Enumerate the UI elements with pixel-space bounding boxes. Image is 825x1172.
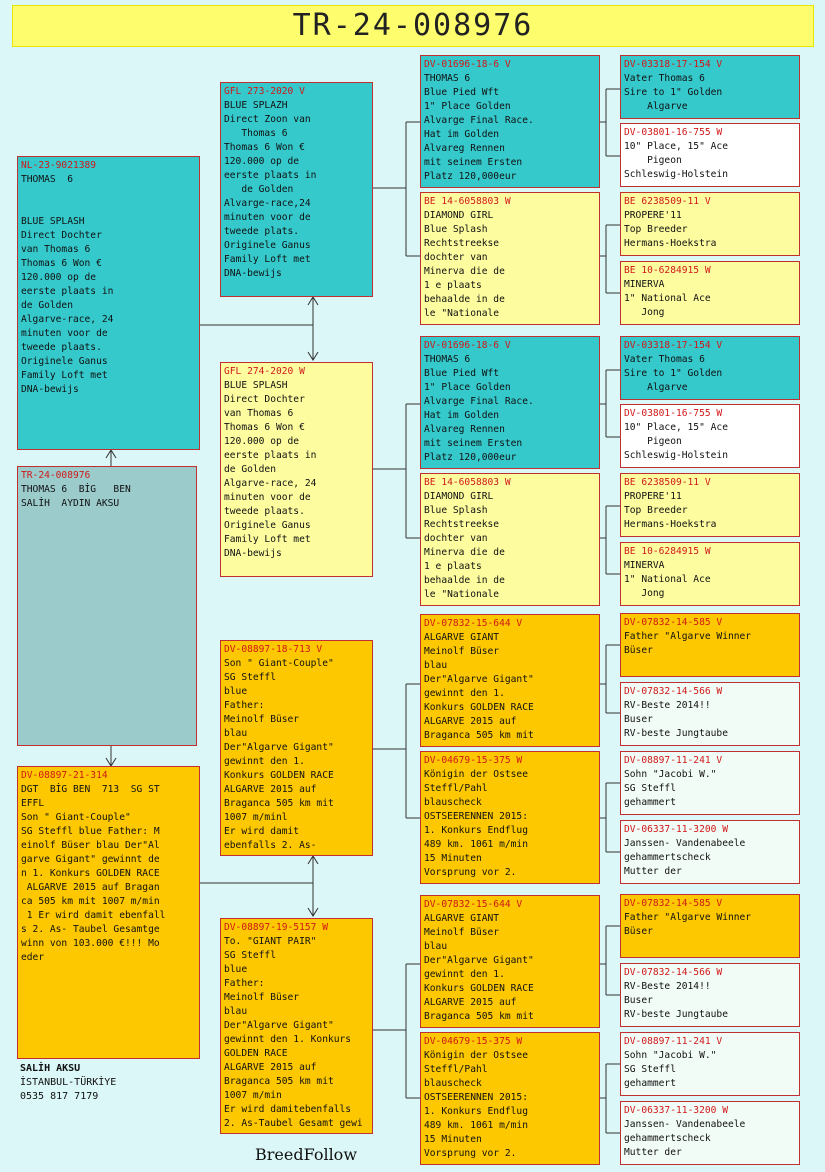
pedigree-line: Mutter der bbox=[624, 1147, 682, 1158]
pedigree-line: DNA-bewijs bbox=[224, 268, 282, 279]
pedigree-line: ALGARVE GIANT bbox=[424, 632, 500, 643]
pedigree-line: 1. Konkurs Endflug bbox=[424, 1106, 528, 1117]
dam-card[interactable] bbox=[17, 766, 200, 1059]
pedigree-line: Braganca 505 km mit bbox=[224, 798, 334, 809]
pedigree-line: PROPERE'11 bbox=[624, 210, 682, 221]
pedigree-line: Der"Algarve Gigant" bbox=[224, 742, 334, 753]
ring-number: DV-03318-17-154 V bbox=[624, 340, 723, 351]
pedigree-line: gewinnt den 1. bbox=[424, 969, 505, 980]
pedigree-line: THOMAS 6 bbox=[424, 354, 471, 365]
pedigree-line: Braganca 505 km mit bbox=[424, 730, 534, 741]
owner-location: İSTANBUL-TÜRKİYE bbox=[20, 1077, 117, 1088]
pedigree-line: ALGARVE 2015 auf bbox=[224, 784, 317, 795]
pedigree-line: 1007 m/minl bbox=[224, 812, 288, 823]
ring-number: GFL 274-2020 W bbox=[224, 366, 305, 377]
pedigree-line: Königin der Ostsee bbox=[424, 1050, 528, 1061]
gen4-card[interactable] bbox=[620, 336, 800, 400]
gen4-card[interactable] bbox=[620, 404, 800, 468]
pedigree-line: DIAMOND GIRL bbox=[424, 491, 494, 502]
pedigree-line: blau bbox=[224, 728, 248, 739]
pedigree-line: blau bbox=[424, 941, 448, 952]
pedigree-line: minuten voor de bbox=[21, 328, 108, 339]
owner-phone: 0535 817 7179 bbox=[20, 1091, 99, 1102]
pedigree-line: Family Loft met bbox=[224, 254, 311, 265]
pedigree-line: 15 Minuten bbox=[424, 1134, 482, 1145]
gen3-card[interactable] bbox=[420, 751, 600, 884]
pedigree-line: 1007 m/min bbox=[224, 1090, 282, 1101]
pedigree-line: blau bbox=[424, 660, 448, 671]
pedigree-line: Konkurs GOLDEN RACE bbox=[424, 983, 534, 994]
pedigree-line: de Golden bbox=[21, 300, 73, 311]
pedigree-line: blauscheck bbox=[424, 1078, 482, 1089]
pedigree-line: Konkurs GOLDEN RACE bbox=[224, 770, 334, 781]
pedigree-line: Königin der Ostsee bbox=[424, 769, 528, 780]
pedigree-line: Büser bbox=[624, 645, 653, 656]
pedigree-line: 1. Konkurs Endflug bbox=[424, 825, 528, 836]
pedigree-line: Direct Zoon van bbox=[224, 114, 311, 125]
pedigree-line: 1" National Ace bbox=[624, 293, 711, 304]
ring-number: DV-08897-11-241 V bbox=[624, 1036, 723, 1047]
gen4-card[interactable] bbox=[620, 1032, 800, 1096]
ring-number: BE 6238509-11 V bbox=[624, 196, 711, 207]
pedigree-line: Originele Ganus bbox=[21, 356, 108, 367]
pedigree-line: Sire to 1" Golden bbox=[624, 368, 723, 379]
pedigree-line: Buser bbox=[624, 714, 653, 725]
pedigree-line: Alvarge-race,24 bbox=[224, 198, 311, 209]
pedigree-line: Buser bbox=[624, 995, 653, 1006]
pedigree-line: Algarve bbox=[624, 101, 688, 112]
pedigree-line: MINERVA bbox=[624, 560, 665, 571]
pedigree-line: 10" Place, 15" Ace bbox=[624, 422, 728, 433]
ring-number: BE 10-6284915 W bbox=[624, 265, 711, 276]
pedigree-line: gehammert bbox=[624, 797, 676, 808]
ring-number: DV-03801-16-755 W bbox=[624, 408, 723, 419]
pedigree-line: DNA-bewijs bbox=[21, 384, 79, 395]
pedigree-line: Alvareg Rennen bbox=[424, 143, 505, 154]
pedigree-line: Braganca 505 km mit bbox=[424, 1011, 534, 1022]
pedigree-line: Hermans-Hoekstra bbox=[624, 238, 717, 249]
pedigree-line: 120.000 op de bbox=[21, 272, 97, 283]
pedigree-line: eder bbox=[21, 952, 45, 963]
gen3-card[interactable] bbox=[420, 336, 600, 469]
footer-brand: BreedFollow bbox=[255, 1145, 358, 1164]
pedigree-line: Son " Giant-Couple" bbox=[224, 658, 334, 669]
pedigree-line: eerste plaats in bbox=[21, 286, 114, 297]
pedigree-line: RV-beste Jungtaube bbox=[624, 728, 728, 739]
pedigree-line: n 1. Konkurs GOLDEN RACE bbox=[21, 868, 160, 879]
pedigree-line: Steffl/Pahl bbox=[424, 1064, 488, 1075]
ring-number: NL-23-9021389 bbox=[21, 160, 97, 171]
pedigree-line: Vater Thomas 6 bbox=[624, 354, 705, 365]
pedigree-line: Alvareg Rennen bbox=[424, 424, 505, 435]
dam-of-dam-card[interactable] bbox=[220, 918, 373, 1134]
pedigree-line: Blue Splash bbox=[424, 224, 488, 235]
pedigree-line: Er wird damitebenfalls bbox=[224, 1104, 352, 1115]
pedigree-line: eerste plaats in bbox=[224, 170, 317, 181]
pedigree-line: tweede plaats. bbox=[21, 342, 102, 353]
pedigree-line: 489 km. 1061 m/min bbox=[424, 1120, 528, 1131]
ring-number: GFL 273-2020 V bbox=[224, 86, 305, 97]
pedigree-line: RV-Beste 2014!! bbox=[624, 981, 711, 992]
gen3-card[interactable] bbox=[420, 1032, 600, 1165]
owner-name: SALİH AKSU bbox=[20, 1063, 81, 1074]
pedigree-line: Thomas 6 Won € bbox=[21, 258, 102, 269]
ring-number: DV-06337-11-3200 W bbox=[624, 1105, 728, 1116]
pedigree-line: 2. As-Taubel Gesamt gewi bbox=[224, 1118, 363, 1129]
pedigree-line: mit seinem Ersten bbox=[424, 157, 523, 168]
gen4-card[interactable] bbox=[620, 894, 800, 958]
pedigree-line: blauscheck bbox=[424, 797, 482, 808]
pedigree-line: 10" Place, 15" Ace bbox=[624, 141, 728, 152]
pedigree-line: ALGARVE 2015 auf Bragan bbox=[21, 882, 160, 893]
pedigree-line bbox=[21, 187, 196, 201]
pedigree-line: blau bbox=[224, 1006, 248, 1017]
pedigree-line: BLUE SPLASH bbox=[21, 216, 85, 227]
pedigree-line: mit seinem Ersten bbox=[424, 438, 523, 449]
pedigree-line: Alvarge Final Race. bbox=[424, 115, 534, 126]
pedigree-line: Sohn "Jacobi W." bbox=[624, 1050, 717, 1061]
pedigree-line: minuten voor de bbox=[224, 492, 311, 503]
pedigree-line: le "Nationale bbox=[424, 589, 500, 600]
pedigree-line: Top Breeder bbox=[624, 224, 688, 235]
pedigree-line: de Golden bbox=[224, 184, 294, 195]
ring-number: DV-01696-18-6 V bbox=[424, 340, 511, 351]
pedigree-line: gewinnt den 1. bbox=[224, 756, 305, 767]
pedigree-line: Father "Algarve Winner bbox=[624, 912, 752, 923]
pedigree-line: Algarve-race, 24 bbox=[21, 314, 114, 325]
gen4-card[interactable] bbox=[620, 820, 800, 884]
pedigree-line: THOMAS 6 bbox=[424, 73, 471, 84]
pedigree-line: Top Breeder bbox=[624, 505, 688, 516]
subject-pigeon-card[interactable] bbox=[17, 466, 197, 746]
pedigree-line: DIAMOND GIRL bbox=[424, 210, 494, 221]
pedigree-line: ca 505 km mit 1007 m/min bbox=[21, 896, 160, 907]
sire-card[interactable] bbox=[17, 156, 200, 450]
pedigree-line: einolf Büser blau Der"Al bbox=[21, 840, 160, 851]
pedigree-line: Braganca 505 km mit bbox=[224, 1076, 334, 1087]
gen3-card[interactable] bbox=[420, 895, 600, 1028]
ring-number: DV-07832-14-566 W bbox=[624, 967, 723, 978]
ring-number: DV-01696-18-6 V bbox=[424, 59, 511, 70]
pedigree-line: Platz 120,000eur bbox=[424, 171, 517, 182]
ring-number: DV-08897-11-241 V bbox=[624, 755, 723, 766]
pedigree-line: OSTSEERENNEN 2015: bbox=[424, 811, 528, 822]
pedigree-line: Konkurs GOLDEN RACE bbox=[424, 702, 534, 713]
pedigree-line: eerste plaats in bbox=[224, 450, 317, 461]
pedigree-line: ALGARVE 2015 auf bbox=[424, 716, 517, 727]
gen3-card[interactable] bbox=[420, 473, 600, 606]
pedigree-line: Meinolf Büser bbox=[424, 646, 500, 657]
pedigree-line: SG Steffl bbox=[224, 950, 276, 961]
pedigree-line: THOMAS 6 bbox=[21, 174, 73, 185]
gen4-card[interactable] bbox=[620, 542, 800, 606]
pedigree-line: tweede plaats. bbox=[224, 506, 305, 517]
ring-number: DV-08897-18-713 V bbox=[224, 644, 323, 655]
pedigree-line: Hat im Golden bbox=[424, 410, 500, 421]
pedigree-line: Blue Pied Wft bbox=[424, 368, 500, 379]
gen4-card[interactable] bbox=[620, 963, 800, 1027]
pedigree-title: TR-24-008976 bbox=[12, 5, 814, 47]
pedigree-line: Vater Thomas 6 bbox=[624, 73, 705, 84]
pedigree-line: Pigeon bbox=[624, 436, 682, 447]
pedigree-line: Sire to 1" Golden bbox=[624, 87, 723, 98]
pedigree-line: blue bbox=[224, 964, 248, 975]
pedigree-line: Blue Splash bbox=[424, 505, 488, 516]
gen4-card[interactable] bbox=[620, 192, 800, 256]
pedigree-line: GOLDEN RACE bbox=[224, 1048, 288, 1059]
ring-number: DV-07832-14-585 V bbox=[624, 898, 723, 909]
pedigree-line: Platz 120,000eur bbox=[424, 452, 517, 463]
pedigree-line: Meinolf Büser bbox=[224, 992, 300, 1003]
pedigree-line: OSTSEERENNEN 2015: bbox=[424, 1092, 528, 1103]
pedigree-line: Blue Pied Wft bbox=[424, 87, 500, 98]
pedigree-line: Mutter der bbox=[624, 866, 682, 877]
pedigree-line: BLUE SPLASH bbox=[224, 380, 288, 391]
pedigree-line: Algarve bbox=[624, 382, 688, 393]
pedigree-line: SG Steffl blue Father: M bbox=[21, 826, 160, 837]
pedigree-line: Vorsprung vor 2. bbox=[424, 867, 517, 878]
pedigree-line: ebenfalls 2. As- bbox=[224, 840, 317, 851]
owner-info bbox=[20, 1062, 116, 1104]
pedigree-line: Originele Ganus bbox=[224, 520, 311, 531]
ring-number: DV-03801-16-755 W bbox=[624, 127, 723, 138]
pedigree-line: Father: bbox=[224, 978, 265, 989]
ring-number: DV-07832-14-566 W bbox=[624, 686, 723, 697]
pedigree-line: Originele Ganus bbox=[224, 240, 311, 251]
pedigree-line: Thomas 6 bbox=[224, 128, 288, 139]
ring-number: BE 14-6058803 W bbox=[424, 196, 511, 207]
pedigree-line: To. "GIANT PAIR" bbox=[224, 936, 317, 947]
pedigree-line: s 2. As- Taubel Gesamtge bbox=[21, 924, 160, 935]
gen4-card[interactable] bbox=[620, 751, 800, 815]
pedigree-line: DNA-bewijs bbox=[224, 548, 282, 559]
pedigree-line: Janssen- Vandenabeele bbox=[624, 1119, 746, 1130]
pedigree-line: tweede plats. bbox=[224, 226, 300, 237]
pedigree-line: 489 km. 1061 m/min bbox=[424, 839, 528, 850]
ring-number: DV-07832-14-585 V bbox=[624, 617, 723, 628]
pedigree-line: PROPERE'11 bbox=[624, 491, 682, 502]
pedigree-line: Pigeon bbox=[624, 155, 682, 166]
pedigree-line: Hat im Golden bbox=[424, 129, 500, 140]
pedigree-line: Minerva die de bbox=[424, 266, 505, 277]
pedigree-line: Schleswig-Holstein bbox=[624, 450, 728, 461]
pedigree-line: SG Steffl bbox=[224, 672, 276, 683]
pedigree-line: 1 Er wird damit ebenfall bbox=[21, 910, 166, 921]
pedigree-line: Thomas 6 Won € bbox=[224, 422, 305, 433]
ring-number: DV-06337-11-3200 W bbox=[624, 824, 728, 835]
pedigree-line: DGT BİG BEN 713 SG ST bbox=[21, 784, 160, 795]
gen4-card[interactable] bbox=[620, 123, 800, 187]
pedigree-line: dochter van bbox=[424, 533, 488, 544]
pedigree-line: Büser bbox=[624, 926, 653, 937]
ring-number: DV-03318-17-154 V bbox=[624, 59, 723, 70]
pedigree-line: gewinnt den 1. bbox=[424, 688, 505, 699]
pedigree-line: 1" National Ace bbox=[624, 574, 711, 585]
pedigree-line: ALGARVE 2015 auf bbox=[424, 997, 517, 1008]
pedigree-line: THOMAS 6 BİG BEN bbox=[21, 484, 131, 495]
pedigree-line: Der"Algarve Gigant" bbox=[224, 1020, 334, 1031]
pedigree-line: behaalde in de bbox=[424, 575, 505, 586]
pedigree-line: blue bbox=[224, 686, 248, 697]
pedigree-line: 120.000 op de bbox=[224, 436, 300, 447]
pedigree-line: Thomas 6 Won € bbox=[224, 142, 305, 153]
pedigree-line: Alvarge Final Race. bbox=[424, 396, 534, 407]
ring-number: BE 6238509-11 V bbox=[624, 477, 711, 488]
pedigree-line: le "Nationale bbox=[424, 308, 500, 319]
pedigree-line: RV-beste Jungtaube bbox=[624, 1009, 728, 1020]
ring-number: DV-08897-19-5157 W bbox=[224, 922, 328, 933]
pedigree-line: Er wird damit bbox=[224, 826, 300, 837]
pedigree-line: Rechtstreekse bbox=[424, 519, 500, 530]
ring-number: TR-24-008976 bbox=[21, 470, 91, 481]
pedigree-line: MINERVA bbox=[624, 279, 665, 290]
pedigree-line: Direct Dochter bbox=[21, 230, 102, 241]
pedigree-line: Father "Algarve Winner bbox=[624, 631, 752, 642]
pedigree-line: Vorsprung vor 2. bbox=[424, 1148, 517, 1159]
pedigree-line: SALİH AYDIN AKSU bbox=[21, 498, 120, 509]
pedigree-line: gehammertscheck bbox=[624, 852, 711, 863]
gen4-card[interactable] bbox=[620, 1101, 800, 1165]
pedigree-line: van Thomas 6 bbox=[21, 244, 91, 255]
pedigree-line: RV-Beste 2014!! bbox=[624, 700, 711, 711]
pedigree-line: gehammert bbox=[624, 1078, 676, 1089]
pedigree-line: Der"Algarve Gigant" bbox=[424, 955, 534, 966]
ring-number: DV-08897-21-314 bbox=[21, 770, 108, 781]
gen4-card[interactable] bbox=[620, 473, 800, 537]
ring-number: BE 10-6284915 W bbox=[624, 546, 711, 557]
pedigree-line: 1 e plaats bbox=[424, 280, 482, 291]
pedigree-line: winn von 103.000 €!!! Mo bbox=[21, 938, 160, 949]
pedigree-line bbox=[21, 201, 196, 215]
pedigree-line: Direct Dochter bbox=[224, 394, 305, 405]
pedigree-line: gewinnt den 1. Konkurs bbox=[224, 1034, 352, 1045]
pedigree-line: van Thomas 6 bbox=[224, 408, 294, 419]
ring-number: DV-07832-15-644 V bbox=[424, 618, 523, 629]
pedigree-line: Der"Algarve Gigant" bbox=[424, 674, 534, 685]
pedigree-line: Jong bbox=[624, 588, 665, 599]
pedigree-line: Janssen- Vandenabeele bbox=[624, 838, 746, 849]
pedigree-line: BLUE SPLAZH bbox=[224, 100, 288, 111]
pedigree-line: de Golden bbox=[224, 464, 276, 475]
pedigree-line: ALGARVE GIANT bbox=[424, 913, 500, 924]
pedigree-line: ALGARVE 2015 auf bbox=[224, 1062, 317, 1073]
pedigree-line: SG Steffl bbox=[624, 783, 676, 794]
pedigree-line: Sohn "Jacobi W." bbox=[624, 769, 717, 780]
gen3-card[interactable] bbox=[420, 614, 600, 747]
gen4-card[interactable] bbox=[620, 613, 800, 677]
pedigree-line: dochter van bbox=[424, 252, 488, 263]
pedigree-line: Minerva die de bbox=[424, 547, 505, 558]
pedigree-line: behaalde in de bbox=[424, 294, 505, 305]
pedigree-line: Jong bbox=[624, 307, 665, 318]
sire-of-dam-card[interactable] bbox=[220, 640, 373, 856]
pedigree-line: 1 e plaats bbox=[424, 561, 482, 572]
gen3-card[interactable] bbox=[420, 192, 600, 325]
pedigree-line: gehammertscheck bbox=[624, 1133, 711, 1144]
gen4-card[interactable] bbox=[620, 682, 800, 746]
pedigree-line: minuten voor de bbox=[224, 212, 311, 223]
pedigree-line: Algarve-race, 24 bbox=[224, 478, 317, 489]
dam-of-sire-card[interactable] bbox=[220, 362, 373, 577]
pedigree-line: 1" Place Golden bbox=[424, 101, 511, 112]
sire-of-sire-card[interactable] bbox=[220, 82, 373, 297]
pedigree-line: Family Loft met bbox=[224, 534, 311, 545]
ring-number: DV-07832-15-644 V bbox=[424, 899, 523, 910]
gen4-card[interactable] bbox=[620, 261, 800, 325]
pedigree-line: Father: bbox=[224, 700, 265, 711]
pedigree-line: Son " Giant-Couple" bbox=[21, 812, 131, 823]
pedigree-line: Meinolf Büser bbox=[224, 714, 300, 725]
pedigree-line: Rechtstreekse bbox=[424, 238, 500, 249]
pedigree-line: garve Gigant" gewinnt de bbox=[21, 854, 160, 865]
pedigree-line: Family Loft met bbox=[21, 370, 108, 381]
pedigree-line: Schleswig-Holstein bbox=[624, 169, 728, 180]
gen3-card[interactable] bbox=[420, 55, 600, 188]
pedigree-line: Meinolf Büser bbox=[424, 927, 500, 938]
ring-number: DV-04679-15-375 W bbox=[424, 1036, 523, 1047]
pedigree-line: 1" Place Golden bbox=[424, 382, 511, 393]
gen4-card[interactable] bbox=[620, 55, 800, 119]
ring-number: BE 14-6058803 W bbox=[424, 477, 511, 488]
pedigree-line: 120.000 op de bbox=[224, 156, 300, 167]
pedigree-line: Steffl/Pahl bbox=[424, 783, 488, 794]
ring-number: DV-04679-15-375 W bbox=[424, 755, 523, 766]
pedigree-line: Hermans-Hoekstra bbox=[624, 519, 717, 530]
pedigree-line: SG Steffl bbox=[624, 1064, 676, 1075]
pedigree-line: EFFL bbox=[21, 798, 45, 809]
pedigree-line: 15 Minuten bbox=[424, 853, 482, 864]
